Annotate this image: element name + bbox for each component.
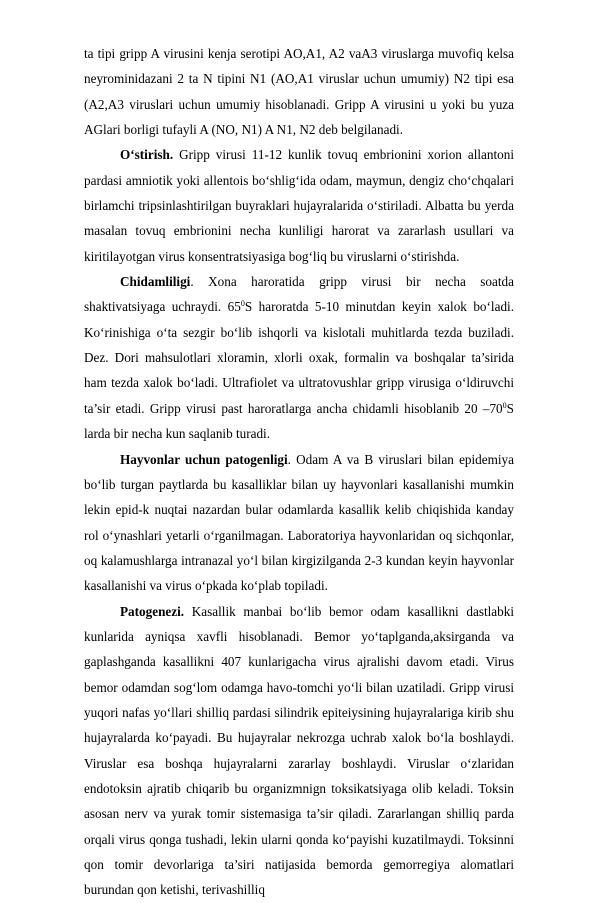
section-heading-animal-pathogenicity: Hayvonlar uchun patogenligi [120,451,288,467]
paragraph-text: . Xona haroratida gripp virusi bir necha soatda shaktivatsiyaga uchraydi. 65 [84,274,514,315]
paragraph-animal-pathogenicity [84,447,514,599]
document-page [84,41,514,903]
section-heading-resistance: Chidamliligi [120,274,191,290]
paragraph-text: S larda bir necha kun saqlanib turadi. [84,400,514,442]
paragraph-text: Gripp virusi 11-12 kunlik tovuq embrionini xorion allantoni pardasi amniotik yoki allentois bo‘shlig‘ida odam, maymun, dengiz cho‘chqalari birlamchi tripsinlashtirilgan buyraklari hujayralarida o‘stiriladi. Albatta bu yerda masalan tovuq embrionini necha kunliligi harorat va zararlash usullari va kiritilayotgan virus konsentratsiyasiga bog‘liq bu viruslarni o‘stirishda. [84,147,514,264]
paragraph-text: Kasallik manbai bo‘lib bemor odam kasallikni dastlabki kunlarida ayniqsa xavfli hisoblanadi. Bemor yo‘taplganda,aksirganda va gaplashganda kasallikni 407 kunlarigacha virus ajralishi davom etadi. Virus bemor odamdan sog‘lom odamga havo-tomchi yo‘li bilan uzatiladi. Gripp virusi yuqori nafas yo‘llari shilliq pardasi silindrik epiteiysining hujayralariga kirib shu hujayralarda ko‘payadi. Bu hujayralar nekrozga uchrab xalok bo‘la boshlaydi. Viruslar esa boshqa hujayralarni zararlay boshlaydi. Viruslar o‘zlaridan endotoksin ajratib chiqarib bu organizmnign toksikatsiyaga olib keladi. Toksin asosan nerv va yurak tomir sistemasiga ta’sir qiladi. Zararlangan shilliq parda orqali virus qonga tushadi, lekin ularni qonda ko‘payishi kuzatilmaydi. Toksinni qon tomir devorlariga ta’siri natijasida bemorda gemorregiya alomatlari burundan qon ketishi, terivashilliq [84,603,514,898]
paragraph-pathogenesis [84,599,514,903]
paragraph-text: ta tipi gripp A virusini kenja serotipi AO,A1, A2 vaA3 viruslarga muvofiq kelsa neyrominidazani 2 ta N tipini N1 (AO,A1 viruslar uchun umumiy) N2 tipi esa (A2,A3 viruslari uchun umumiy hisoblanadi. Gripp A virusini u yoki bu yuza AGlari borligi tufayli A (NO, N1) A N1, N2 deb belgilanadi. [84,46,514,138]
paragraph-resistance [84,269,514,446]
section-heading-pathogenesis: Patogenezi. [120,603,185,619]
paragraph-cultivation [84,142,514,269]
superscript-degree: 0 [502,400,507,410]
paragraph-continuation [84,41,514,142]
section-heading-cultivation: O‘stirish. [120,147,174,163]
superscript-degree: 0 [240,299,245,309]
paragraph-text: . Odam A va B viruslari bilan epidemiya bo‘lib turgan paytlarda bu kasalliklar bilan uy hayvonlari kasallanishi mumkin lekin epid-k nuqtai nazardan bular odamlarda kasallik kelib chiqishida kanday rol o‘ynashlari yetarli o‘rganilmagan. Laboratoriya hayvonlaridan oq sichqonlar, oq kalamushlarga intranazal yo‘l bilan kirgizilganda 2-3 kundan keyin hayvonlar kasallanishi va virus o‘pkada ko‘plab topiladi. [84,451,515,594]
paragraph-text: S haroratda 5-10 minutdan keyin xalok bo‘ladi. Ko‘rinishiga o‘ta sezgir bo‘lib ishqorli va kislotali muhitlarda tezda buziladi. Dez. Dori mahsulotlari xloramin, xlorli oxak, formalin va boshqalar ta’sirida ham tezda xalok bo‘ladi. Ultrafiolet va ultratovushlar gripp virusiga o‘ldiruvchi ta’sir etadi. Gripp virusi past haroratlarga ancha chidamli hisoblanib 20 –70 [84,299,514,416]
